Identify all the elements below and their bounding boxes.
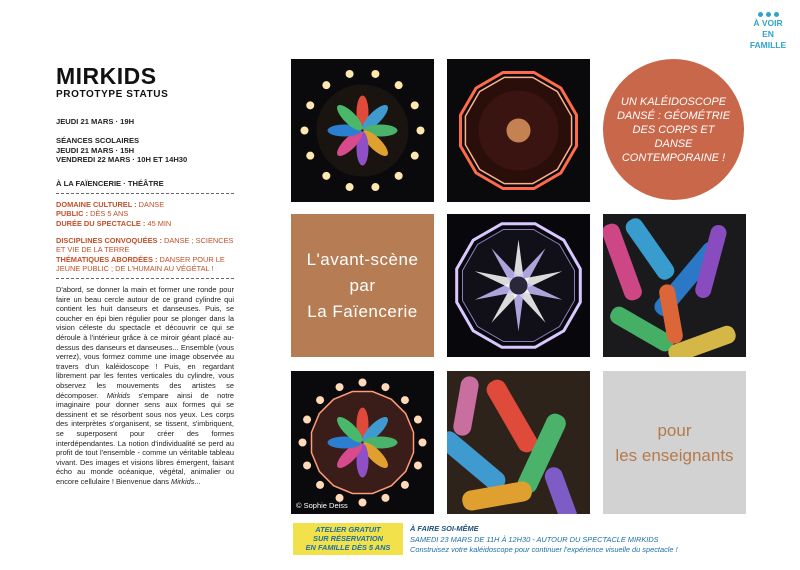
- venue: À LA FAÏENCERIE · THÉÂTRE: [56, 178, 164, 188]
- show-subtitle: PROTOTYPE STATUS: [56, 89, 169, 100]
- school-session-1: JEUDI 21 MARS · 15H: [56, 145, 135, 155]
- dancers-lying-image: [603, 214, 746, 357]
- photo-kaleidoscope-2: [447, 59, 590, 202]
- disciplines-value: DANSE ; SCIENCES ET VIE DE LA TERRE: [56, 235, 234, 255]
- diy-heading: À FAIRE SOI-MÊME: [410, 524, 479, 533]
- badge-line-3: FAMILLE: [749, 40, 787, 50]
- public-date: JEUDI 21 MARS · 19H: [56, 117, 135, 126]
- school-session-2: VENDREDI 22 MARS · 10H ET 14H30: [56, 155, 188, 165]
- photo-dancers-1: [603, 214, 746, 357]
- avant-line-3: La Faïencerie: [307, 301, 418, 321]
- disciplines-label: DISCIPLINES CONVOQUÉES :: [56, 235, 162, 245]
- details-block-1: [56, 200, 236, 273]
- kaleidoscope-lights-image: [291, 59, 434, 202]
- public-value: DÈS 5 ANS: [90, 209, 129, 219]
- divider-top: [56, 193, 234, 194]
- thematiques-row: [56, 255, 236, 274]
- workshop-line-1: ATELIER GRATUIT: [315, 525, 381, 534]
- disciplines-row: [56, 236, 236, 255]
- public-row: [56, 209, 236, 218]
- duree-value: 45 MIN: [147, 218, 172, 228]
- badge-line-1: À VOIR: [753, 18, 783, 28]
- tagline-circle: [603, 59, 744, 200]
- photo-kaleidoscope-1: [291, 59, 434, 202]
- family-badge: [744, 12, 792, 51]
- diy-date: SAMEDI 23 MARS DE 11H À 12H30 - AUTOUR DU SPECTACLE MIRKIDS: [410, 534, 659, 544]
- duree-label: DURÉE DU SPECTACLE :: [56, 218, 146, 228]
- workshop-line-2: SUR RÉSERVATION: [313, 534, 383, 544]
- teachers-tile: [603, 371, 746, 514]
- pour-line-2: les enseignants: [615, 445, 734, 465]
- tagline-text: UN KALÉIDOSCOPE DANSÉ : GÉOMÉTRIE DES CORPS ET DANSE CONTEMPORAINE !: [616, 95, 731, 164]
- dancers-stage-image: [447, 371, 590, 514]
- pour-line-1: pour: [657, 420, 692, 440]
- photo-credit: © Sophie Deiss: [296, 501, 348, 510]
- photo-kaleidoscope-3: [447, 214, 590, 357]
- diy-block: [410, 524, 750, 556]
- domaine-value: DANSE: [138, 200, 165, 210]
- avant-line-2: par: [349, 275, 376, 295]
- thematiques-value: DANSER POUR LE JEUNE PUBLIC ; DE L'HUMAIN AU VÉGÉTAL !: [56, 254, 225, 273]
- show-title: MIRKIDS: [56, 63, 157, 89]
- kaleidoscope-warm-image: [291, 371, 434, 514]
- diy-description: Construisez votre kaléidoscope pour continuer l'expérience visuelle du spectacle !: [410, 545, 678, 554]
- thematiques-label: THÉMATIQUES ABORDÉES :: [56, 254, 158, 264]
- photo-kaleidoscope-4: [291, 371, 434, 514]
- kaleidoscope-neon-image: [447, 59, 590, 202]
- badge-line-2: EN: [762, 29, 774, 39]
- left-column: [56, 64, 236, 487]
- domaine-row: [56, 200, 236, 209]
- domaine-label: DOMAINE CULTUREL :: [56, 200, 137, 210]
- show-description: D'abord, se donner la main et former une ronde pour faire un beau cercle autour de ce grand cylindre qui contient les huit danseurs et danseuses. Puis, se coucher en épi bien régulier pour se plonger dans la vision céleste du spectacle et découvrir ce qui se déroule à l'intérieur grâce à ce miroir géant placé au-dessus des danseurs et danseuses... Ensemble (vous verrez), vous formez comme une image observée au travers d'un kaléidoscope ! Puis, en regardant librement par les fentes verticales du cylindre, vous observez les mouvements des artistes se décomposer. Mirkids s'empare ainsi de notre imaginaire pour donner sens aux formes qui se dessinent et se résorbent sous nos yeux. Les corps des interprètes s'organisent, se tissent, s'imbriquent, se superposent pour créer des formes interdépendantes. La notion d'individualité se perd au profit de tout l'ensemble - comme un véritable tableau vivant. Des images et visions libres émergent, faisant écho au monde océanique, végétal, animalier ou encore cellulaire ! Bienvenue dans Mirkids...: [56, 285, 234, 486]
- kaleidoscope-star-image: [447, 214, 590, 357]
- avant-scene-tile: [291, 214, 434, 357]
- school-sessions-label: SÉANCES SCOLAIRES: [56, 136, 140, 146]
- family-people-icon: [744, 12, 792, 17]
- divider-bottom: [56, 278, 234, 279]
- workshop-tag: [293, 523, 403, 555]
- photo-dancers-2: [447, 371, 590, 514]
- duree-row: [56, 219, 236, 228]
- public-label: PUBLIC :: [56, 209, 89, 219]
- avant-line-1: L'avant-scène: [306, 249, 419, 269]
- workshop-line-3: EN FAMILLE DÈS 5 ANS: [305, 543, 391, 553]
- school-sessions: [56, 136, 236, 164]
